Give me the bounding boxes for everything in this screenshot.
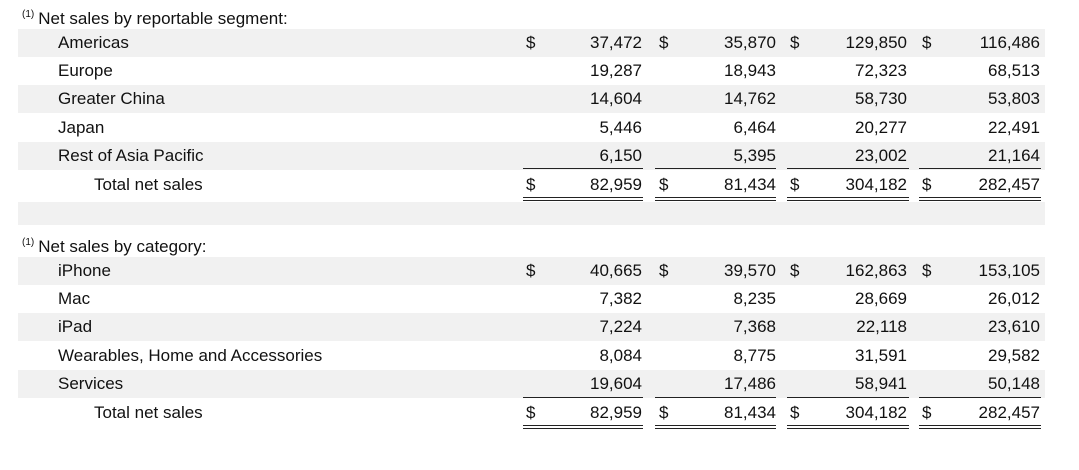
value-cell: 58,941 (855, 374, 907, 393)
currency-symbol: $ (790, 261, 800, 280)
total-value: 282,457 (978, 403, 1040, 422)
subtotal-rule (787, 168, 909, 169)
currency-symbol: $ (526, 403, 536, 422)
total-row (18, 399, 1045, 427)
subtotal-rule (787, 397, 909, 398)
value-cell: 14,604 (590, 89, 642, 108)
currency-symbol: $ (922, 175, 932, 194)
total-double-rule (919, 425, 1041, 429)
value-cell: 5,395 (733, 146, 776, 165)
total-value: 282,457 (978, 175, 1040, 194)
value-cell: 31,591 (855, 346, 907, 365)
value-cell: 18,943 (724, 61, 776, 80)
value-cell: 21,164 (988, 146, 1040, 165)
currency-symbol: $ (526, 175, 536, 194)
value-cell: 28,669 (855, 289, 907, 308)
table-row (18, 114, 1045, 142)
value-cell: 6,464 (733, 118, 776, 137)
value-cell: 68,513 (988, 61, 1040, 80)
section-title: Net sales by reportable segment: (38, 9, 288, 28)
value-cell: 8,775 (733, 346, 776, 365)
total-double-rule (523, 425, 643, 429)
table-row (18, 57, 1045, 85)
row-label: iPad (58, 317, 93, 336)
value-cell: 50,148 (988, 374, 1040, 393)
table-row (18, 342, 1045, 370)
total-value: 82,959 (590, 175, 642, 194)
section-spacer (18, 202, 1045, 225)
value-cell: 40,665 (590, 261, 642, 280)
value-cell: 162,863 (845, 261, 907, 280)
total-double-rule (919, 197, 1041, 201)
total-label: Total net sales (94, 175, 203, 194)
currency-symbol: $ (659, 261, 669, 280)
total-row (18, 171, 1045, 199)
table-row (18, 142, 1045, 170)
value-cell: 72,323 (855, 61, 907, 80)
row-label: Europe (58, 61, 113, 80)
subtotal-rule (523, 168, 643, 169)
value-cell: 7,224 (599, 317, 642, 336)
total-value: 81,434 (724, 175, 776, 194)
total-double-rule (787, 425, 909, 429)
table-row (18, 285, 1045, 313)
currency-symbol: $ (659, 403, 669, 422)
total-value: 304,182 (845, 175, 907, 194)
currency-symbol: $ (922, 33, 932, 52)
row-label: Services (58, 374, 124, 393)
value-cell: 153,105 (978, 261, 1040, 280)
value-cell: 5,446 (599, 118, 642, 137)
currency-symbol: $ (790, 175, 800, 194)
table-row (18, 370, 1045, 398)
value-cell: 37,472 (590, 33, 642, 52)
value-cell: 7,368 (733, 317, 776, 336)
value-cell: 7,382 (599, 289, 642, 308)
value-cell: 116,486 (979, 33, 1040, 52)
row-label: Japan (58, 118, 105, 137)
row-label: iPhone (58, 261, 111, 280)
row-label: Rest of Asia Pacific (58, 146, 204, 165)
value-cell: 129,850 (845, 33, 907, 52)
value-cell: 22,491 (988, 118, 1040, 137)
row-label: Mac (58, 289, 91, 308)
value-cell: 39,570 (724, 261, 776, 280)
value-cell: 29,582 (988, 346, 1040, 365)
currency-symbol: $ (659, 175, 669, 194)
footnote-marker: (1) (22, 9, 35, 20)
total-double-rule (523, 197, 643, 201)
total-label: Total net sales (94, 403, 203, 422)
total-value: 304,182 (845, 403, 907, 422)
value-cell: 22,118 (856, 317, 907, 336)
value-cell: 23,610 (988, 317, 1040, 336)
value-cell: 17,486 (724, 374, 776, 393)
row-label: Wearables, Home and Accessories (58, 346, 323, 365)
subtotal-rule (919, 397, 1041, 398)
subtotal-rule (919, 168, 1041, 169)
section-title: Net sales by category: (38, 237, 207, 256)
subtotal-rule (655, 168, 776, 169)
table-row (18, 85, 1045, 113)
subtotal-rule (655, 397, 776, 398)
currency-symbol: $ (659, 33, 669, 52)
currency-symbol: $ (922, 261, 932, 280)
currency-symbol: $ (790, 403, 800, 422)
value-cell: 8,084 (599, 346, 642, 365)
total-value: 82,959 (590, 403, 642, 422)
currency-symbol: $ (922, 403, 932, 422)
footnote-marker: (1) (22, 237, 35, 248)
table-row (18, 29, 1045, 57)
subtotal-rule (523, 397, 643, 398)
total-value: 81,434 (724, 403, 776, 422)
total-double-rule (787, 197, 909, 201)
total-double-rule (655, 197, 776, 201)
value-cell: 26,012 (988, 289, 1040, 308)
currency-symbol: $ (526, 33, 536, 52)
value-cell: 58,730 (855, 89, 907, 108)
value-cell: 35,870 (724, 33, 776, 52)
table-row (18, 257, 1045, 285)
value-cell: 8,235 (733, 289, 776, 308)
value-cell: 20,277 (855, 118, 907, 137)
value-cell: 14,762 (724, 89, 776, 108)
category-section-heading (22, 232, 206, 254)
value-cell: 23,002 (855, 146, 907, 165)
currency-symbol: $ (526, 261, 536, 280)
row-label: Greater China (58, 89, 165, 108)
total-double-rule (655, 425, 776, 429)
currency-symbol: $ (790, 33, 800, 52)
segment-section-heading (22, 4, 288, 26)
value-cell: 53,803 (988, 89, 1040, 108)
row-label: Americas (58, 33, 129, 52)
value-cell: 19,287 (590, 61, 642, 80)
value-cell: 6,150 (599, 146, 642, 165)
table-row (18, 313, 1045, 341)
value-cell: 19,604 (590, 374, 642, 393)
